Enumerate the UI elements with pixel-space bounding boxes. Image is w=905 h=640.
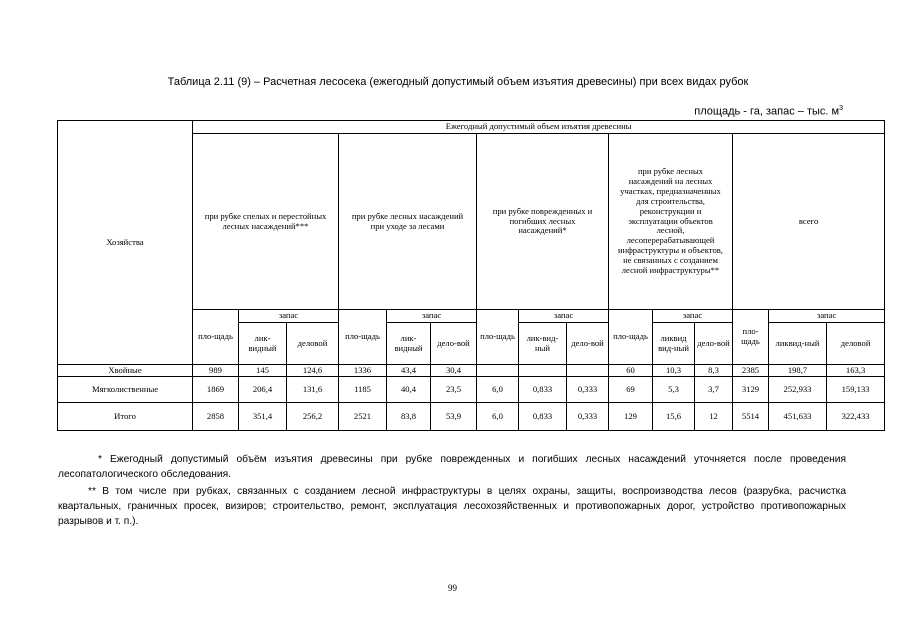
group-header-thinning	[339, 134, 477, 310]
cell: 131,6	[287, 377, 339, 403]
cell: 12	[695, 403, 733, 431]
page-number: 99	[448, 583, 457, 593]
stock-header: запас	[769, 310, 885, 323]
cell: 206,4	[239, 377, 287, 403]
business-header: деловой	[827, 323, 885, 365]
area-header: пло-щадь	[477, 310, 519, 365]
business-header: дело-вой	[567, 323, 609, 365]
cell: 2858	[193, 403, 239, 431]
cell: 0,333	[567, 403, 609, 431]
group-header-total	[733, 134, 885, 310]
cell: 989	[193, 365, 239, 377]
cell: 129	[609, 403, 653, 431]
footnote-infrastructure: ** В том числе при рубках, связанных с созданием лесной инфраструктуры в целях охраны, защиты, воспроизводства лесов (разрубка, расчистка квартальных, граничных просек, визиров; строительство, ремонт, эксплуатация лесохозяйственных и противопожарных дорог, устройство противопожарных разрывов и т. п.).	[58, 486, 846, 527]
table-row	[58, 365, 885, 377]
cell: 322,433	[827, 403, 885, 431]
cell: 0,333	[567, 377, 609, 403]
units-caption	[694, 105, 843, 118]
cell: 124,6	[287, 365, 339, 377]
cell: 83,8	[387, 403, 431, 431]
group-header-thinning-label: при рубке лесных насаждений при уходе за лесами	[351, 210, 464, 231]
liquid-header: лик-вид-ный	[519, 323, 567, 365]
footnote-damaged: * Ежегодный допустимый объём изъятия древесины при рубке поврежденных и погибших лесных насаждений уточняется после проведения лесопатологического обследования.	[58, 454, 846, 480]
stock-header: запас	[239, 310, 339, 323]
cell: 3129	[733, 377, 769, 403]
cell: 3,7	[695, 377, 733, 403]
cell	[477, 365, 519, 377]
group-header-mature-label: при рубке спелых и перестойных лесных насаждений***	[204, 210, 327, 231]
cell: 60	[609, 365, 653, 377]
cell: 15,6	[653, 403, 695, 431]
cell: 6,0	[477, 403, 519, 431]
cell: 53,9	[431, 403, 477, 431]
cell: 5514	[733, 403, 769, 431]
group-header-damaged-label: при рубке поврежденных и погибших лесных насаждений*	[492, 205, 593, 236]
cell: 6,0	[477, 377, 519, 403]
row-label: Мягколиственные	[58, 377, 193, 403]
cell: 451,633	[769, 403, 827, 431]
top-header: Ежегодный допустимый объем изъятия древесины	[193, 121, 885, 134]
cell: 252,933	[769, 377, 827, 403]
cell: 69	[609, 377, 653, 403]
cell: 43,4	[387, 365, 431, 377]
group-header-damaged	[477, 134, 609, 310]
cell: 159,133	[827, 377, 885, 403]
cell: 8,3	[695, 365, 733, 377]
farms-header: Хозяйства	[58, 121, 193, 365]
business-header: деловой	[287, 323, 339, 365]
cell	[519, 365, 567, 377]
cell: 0,833	[519, 377, 567, 403]
group-header-infrastructure-label: при рубке лесных насаждений на лесных участках, предназначенных для строительства, реконструкции и эксплуатации объектов лесной, лесоперерабатывающей инфраструктуры и объектов, не связанных с созданием лесной инфраструктуры**	[618, 166, 723, 275]
cell: 1869	[193, 377, 239, 403]
units-superscript: 3	[839, 105, 843, 112]
cell: 198,7	[769, 365, 827, 377]
table-row	[58, 377, 885, 403]
cell: 1336	[339, 365, 387, 377]
table-title: Таблица 2.11 (9) – Расчетная лесосека (ежегодный допустимый объем изъятия древесины) при всех видах рубок	[167, 76, 749, 88]
cell: 0,833	[519, 403, 567, 431]
liquid-header: лик-видный	[239, 323, 287, 365]
units-text: площадь - га, запас – тыс. м	[694, 105, 840, 118]
group-header-total-label: всего	[798, 215, 819, 226]
cell: 351,4	[239, 403, 287, 431]
area-header: пло-щадь	[339, 310, 387, 365]
group-header-infrastructure	[609, 134, 733, 310]
area-header: пло-щадь	[193, 310, 239, 365]
liquid-header: ликвид вид-ный	[653, 323, 695, 365]
cell: 40,4	[387, 377, 431, 403]
logging-volume-table	[57, 120, 885, 431]
business-header: дело-вой	[431, 323, 477, 365]
footnotes	[58, 452, 846, 529]
cell: 256,2	[287, 403, 339, 431]
cell: 2385	[733, 365, 769, 377]
liquid-header: лик-видный	[387, 323, 431, 365]
group-header-mature	[193, 134, 339, 310]
business-header: дело-вой	[695, 323, 733, 365]
cell: 23,5	[431, 377, 477, 403]
stock-header: запас	[653, 310, 733, 323]
stock-header: запас	[387, 310, 477, 323]
cell: 5,3	[653, 377, 695, 403]
cell: 10,3	[653, 365, 695, 377]
cell: 145	[239, 365, 287, 377]
stock-header: запас	[519, 310, 609, 323]
cell: 1185	[339, 377, 387, 403]
area-header: пло-щадь	[609, 310, 653, 365]
cell	[567, 365, 609, 377]
cell: 30,4	[431, 365, 477, 377]
table-row-total	[58, 403, 885, 431]
row-label: Итого	[58, 403, 193, 431]
cell: 163,3	[827, 365, 885, 377]
cell: 2521	[339, 403, 387, 431]
liquid-header: ликвид-ный	[769, 323, 827, 365]
row-label: Хвойные	[58, 365, 193, 377]
area-header: пло-щадь	[733, 310, 769, 365]
